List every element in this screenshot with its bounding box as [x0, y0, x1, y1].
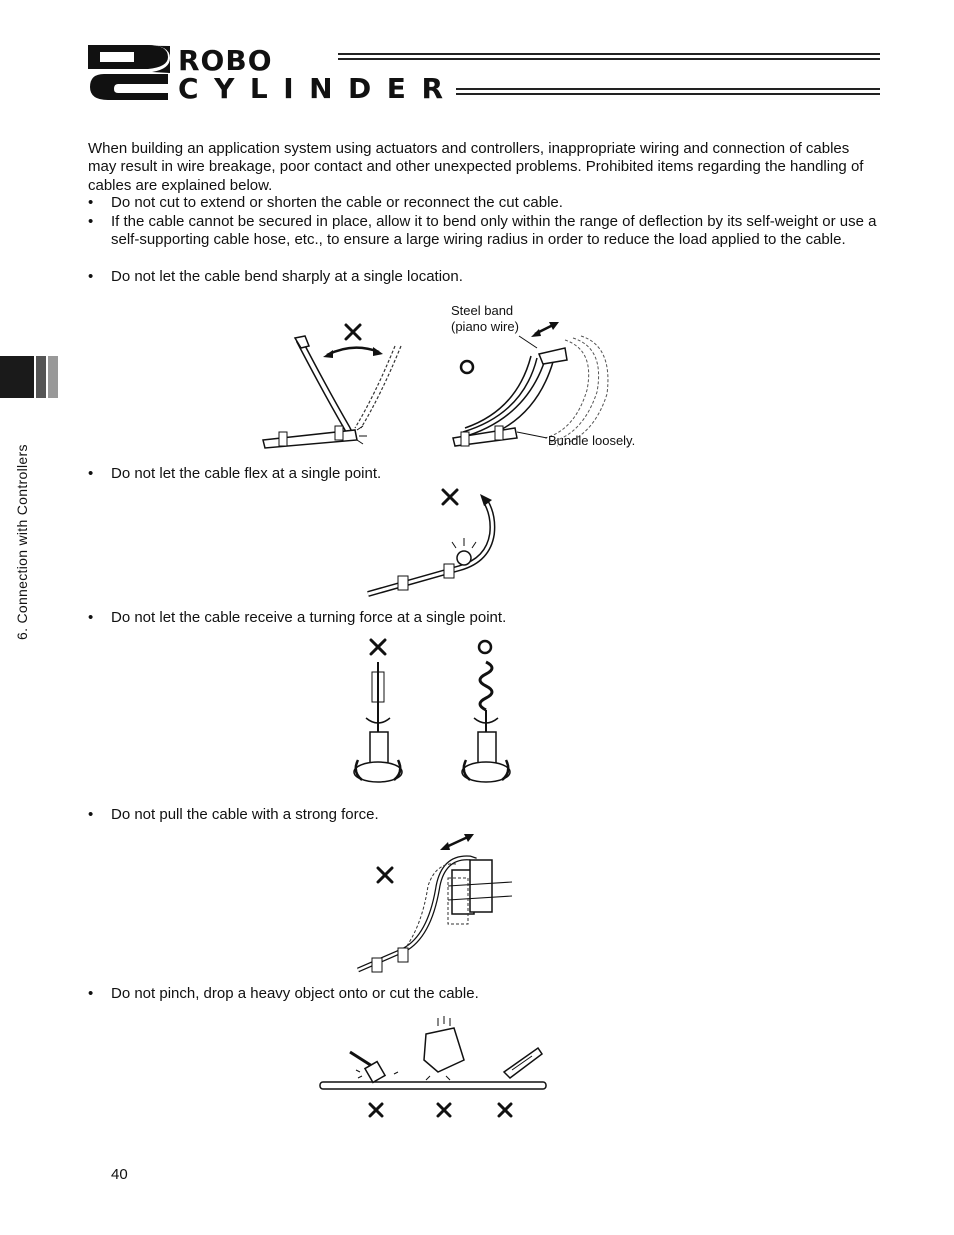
bullet-text: Do not let the cable receive a turning force at a single point.	[111, 609, 507, 626]
bullet-no-cut	[88, 194, 878, 212]
bullet-no-sharp-bend	[88, 268, 878, 286]
bullet-glyph: •	[88, 268, 94, 285]
figure-flex	[360, 484, 510, 602]
ok-mark	[461, 361, 473, 373]
bullet-text: Do not cut to extend or shorten the cable or reconnect the cut cable.	[111, 194, 563, 211]
intro-paragraph: When building an application system using actuators and controllers, inappropriate wiring and connection of cables may result in wire breakage, poor contact and other unexpected problems. Prohibited items regarding the handling of cables are explained below.	[88, 140, 864, 194]
bullet-text: Do not let the cable bend sharply at a single location.	[111, 268, 463, 285]
label-piano-wire: (piano wire)	[451, 319, 519, 334]
bullet-text: Do not let the cable flex at a single point.	[111, 465, 382, 482]
bullet-text: Do not pull the cable with a strong force.	[111, 806, 379, 823]
ng-mark	[346, 325, 360, 339]
logo-line2: CYLINDER	[178, 72, 444, 105]
header-rule-bottom	[456, 88, 880, 95]
ng-mark	[371, 640, 385, 654]
bullet-glyph: •	[88, 465, 94, 482]
label-steel-band: Steel band	[451, 303, 514, 318]
bullet-no-pull	[88, 806, 878, 824]
bullet-no-pinch	[88, 985, 878, 1003]
bullet-glyph: •	[88, 194, 94, 211]
logo-line1: ROBO	[178, 44, 273, 77]
bullet-glyph: •	[88, 806, 94, 823]
figure-turning	[340, 632, 530, 792]
figure-pull	[352, 826, 522, 976]
bullet-text: Do not pinch, drop a heavy object onto or cut the cable.	[111, 985, 479, 1002]
chapter-tab-marker	[0, 356, 58, 398]
ok-mark	[479, 641, 491, 653]
ng-mark	[378, 868, 392, 882]
logo-rc-mark	[86, 42, 172, 102]
label-bundle-loosely: Bundle loosely.	[548, 433, 636, 448]
bullet-bend-range	[88, 213, 878, 250]
bullet-glyph: •	[88, 985, 94, 1002]
figure-pinch	[318, 1014, 550, 1122]
bullet-no-flex	[88, 465, 878, 483]
chapter-label: 6. Connection with Controllers	[14, 444, 30, 640]
bullet-glyph: •	[88, 609, 94, 626]
bullet-no-turning	[88, 609, 878, 627]
page-number: 40	[111, 1166, 128, 1183]
bullet-text: If the cable cannot be secured in place, allow it to bend only within the range of deflection by its self-weight or use a self-supporting cable hose, etc., to ensure a large wiring radius in order to reduce the load applied to the cable.	[111, 213, 877, 249]
figure-bend	[255, 300, 675, 460]
header-rule-top	[338, 53, 880, 60]
ng-mark	[443, 490, 457, 504]
bullet-glyph: •	[88, 213, 94, 230]
ng-marks	[370, 1104, 511, 1116]
